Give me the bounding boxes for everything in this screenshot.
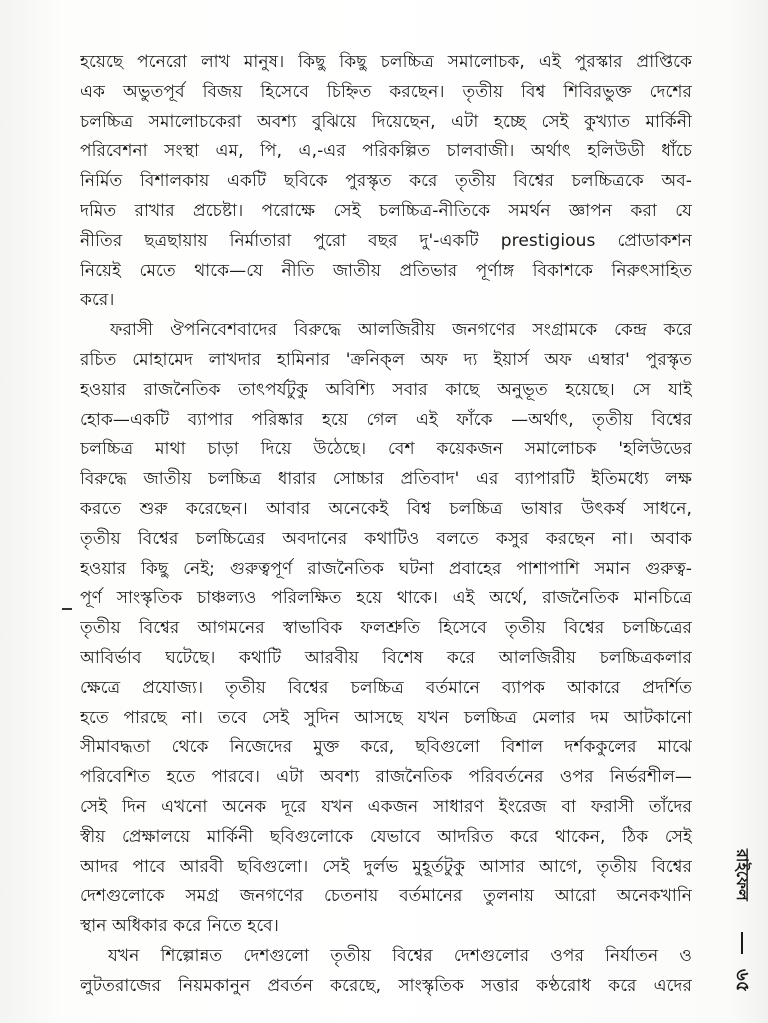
text-line: হোক—একটি ব্যাপার পরিষ্কার হয়ে গেল এই ফাঁকে —অর্থাৎ, তৃতীয় বিশ্বের (80, 409, 692, 430)
divider (741, 932, 743, 954)
text-line: বিরুদ্ধে জাতীয় চলচ্চিত্র ধারার সোচ্চার প্রতিবাদ' এর ব্যাপারটি ইতিমধ্যে লক্ষ (80, 469, 692, 490)
paragraph (80, 48, 692, 316)
text-line: রচিত মোহামেদ লাখদার হামিনার 'ক্রনিক্‌ল অফ দ্য ইয়ার্স অফ এম্বার' পুরস্কৃত (80, 349, 692, 370)
text-line: দেশগুলোকে সমগ্র জনগণের চেতনায় বর্তমানের তুলনায় আরো অনেকখানি (80, 886, 692, 907)
text-line: নীতির ছত্রছায়ায় নির্মাতারা পুরো বছর দু'-একটি prestigious প্রোডাকশন (80, 230, 692, 251)
text-line: হয়েছে পনেরো লাখ মানুষ। কিছু কিছু চলচ্চিত্র সমালোচক, এই পুরস্কার প্রাপ্তিকে (80, 52, 692, 72)
text-line: করতে শুরু করেছেন। আবার অনেকেই বিশ্ব চলচ্চিত্র ভাষার উৎকর্ষ সাধনে, (80, 498, 692, 519)
text-line: তৃতীয় বিশ্বের আগমনের স্বাভাবিক ফলশ্রুতি হিসেবে তৃতীয় বিশ্বের চলচ্চিত্রের (80, 618, 692, 639)
text-line: নির্মিত বিশালকায় একটি ছবিকে পুরস্কৃত করে তৃতীয় বিশ্বের চলচ্চিত্রকে অব- (80, 171, 692, 192)
text-line: হওয়ার কিছু নেই; গুরুত্বপূর্ণ রাজনৈতিক ঘটনা প্রবাহের পাশাপাশি সমান গুরুত্ব- (80, 558, 692, 579)
text-line: করে। (80, 290, 115, 311)
text-line: লুটতরাজের নিয়মকানুন প্রবর্তন করেছে, সাংস্কৃতিক সত্তার কণ্ঠরোধ করে এদের (80, 975, 692, 996)
text-line: চলচ্চিত্র সমালোচকেরা অবশ্য বুঝিয়ে দিয়েছেন, এটা হচ্ছে সেই কুখ্যাত মার্কিনী (80, 111, 692, 132)
text-line: সেই দিন এখনো অনেক দূরে যখন একজন সাধারণ ইংরেজ বা ফরাসী তাঁদের (80, 796, 692, 817)
text-line: নিয়েই মেতে থাকে—যে নীতি জাতীয় প্রতিভার পূর্ণাঙ্গ বিকাশকে নিরুৎসাহিত (80, 260, 692, 281)
paragraph (80, 316, 692, 942)
text-line: পরিবেশিত হতে পারবে। এটা অবশ্য রাজনৈতিক পরিবর্তনের ওপর নির্ভরশীল— (80, 767, 692, 788)
text-line: স্বীয় প্রেক্ষালয়ে মার্কিনী ছবিগুলোকে যেভাবে আদরিত করে থাকেন, ঠিক সেই (80, 826, 692, 847)
text-line: ফরাসী ঔপনিবেশবাদের বিরুদ্ধে আলজিরীয় জনগণের সংগ্রামকে কেন্দ্র করে (110, 320, 692, 341)
text-line: হওয়ার রাজনৈতিক তাৎপর্যটুকু অবিশ্যি সবার কাছে অনুভূত হয়েছে। সে যাই (80, 379, 692, 400)
text-line: সীমাবদ্ধতা থেকে নিজেদের মুক্ত করে, ছবিগুলো বিশাল দর্শককুলের মাঝে (80, 737, 692, 758)
text-line: পরিবেশনা সংস্থা এম, পি, এ,-এর পরিকল্পিত চালবাজী। অর্থাৎ হলিউডী ধাঁচে (80, 141, 692, 162)
text-line: চলচ্চিত্র মাথা চাড়া দিয়ে উঠেছে। বেশ কয়েকজন সমালোচক 'হলিউডের (80, 439, 692, 460)
body-text (80, 48, 692, 1002)
page-margin (722, 820, 762, 1010)
text-line: হতে পারছে না। তবে সেই সুদিন আসছে যখন চলচ্চিত্র মেলার দম আটকানো (80, 707, 692, 728)
text-line: দমিত রাখার প্রচেষ্টা। পরোক্ষে সেই চলচ্চিত্র-নীতিকে সমর্থন জ্ঞাপন করা যে (80, 200, 692, 221)
text-line: যখন শিল্পোন্নত দেশগুলো তৃতীয় বিশ্বের দেশগুলোর ওপর নির্যাতন ও (108, 945, 692, 966)
text-line: তৃতীয় বিশ্বের চলচ্চিত্রের অবদানের কথাটিও বলতে কসুর করছেন না। অবাক (80, 528, 692, 549)
text-line: ক্ষেত্রে প্রযোজ্য। তৃতীয় বিশ্বের চলচ্চিত্র বর্তমানে ব্যাপক আকারে প্রদর্শিত (80, 677, 692, 698)
paragraph (80, 942, 692, 1002)
page-number: ৬৫ (732, 969, 753, 993)
margin-dash (62, 608, 72, 610)
running-head: রাইফেল (733, 849, 752, 901)
text-line: এক অভুতপূর্ব বিজয় হিসেবে চিহ্নিত করছেন। তৃতীয় বিশ্ব শিবিরভুক্ত দেশের (80, 81, 692, 102)
text-line: আবির্ভাব ঘটেছে। কথাটি আরবীয় বিশেষ করে আলজিরীয় চলচ্চিত্রকলার (80, 647, 692, 668)
text-line: আদর পাবে আরবী ছবিগুলো। সেই দুর্লভ মুহূর্তটুকু আসার আগে, তৃতীয় বিশ্বের (80, 856, 692, 877)
text-line: স্থান অধিকার করে নিতে হবে। (80, 916, 279, 937)
text-line: পূর্ণ সাংস্কৃতিক চাঞ্চল্যও পরিলক্ষিত হয়ে থাকে। এই অর্থে, রাজনৈতিক মানচিত্রে (80, 588, 692, 609)
